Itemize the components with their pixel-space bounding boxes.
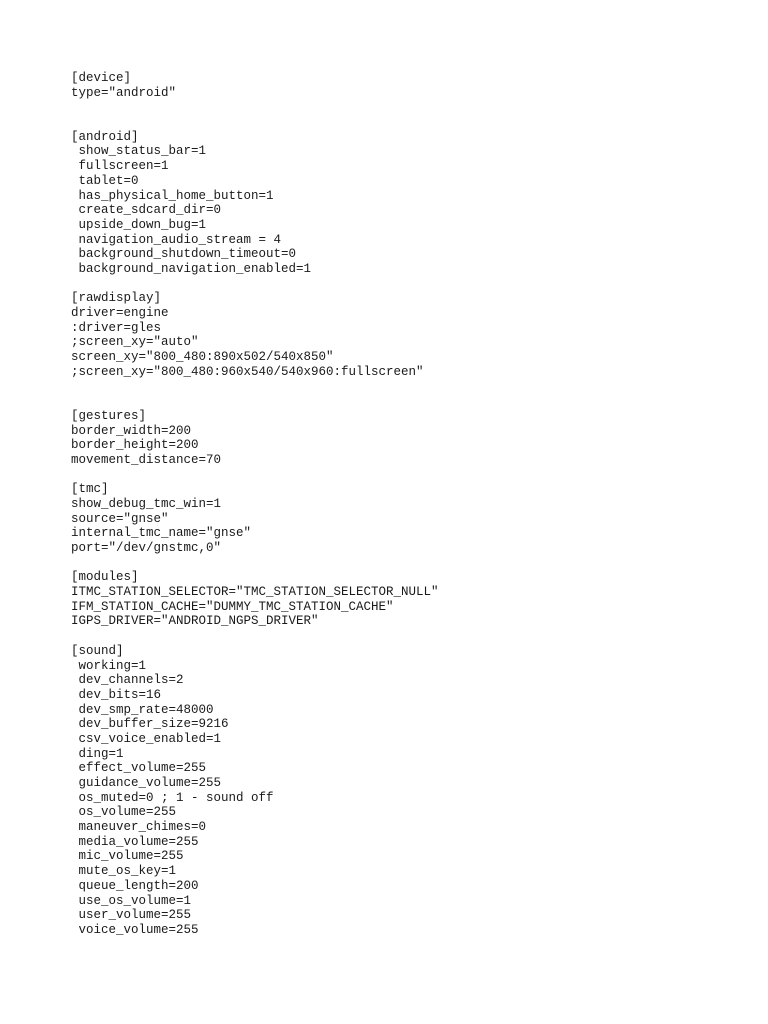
section-header: [device] xyxy=(71,71,132,85)
config-line: voice_volume=255 xyxy=(71,922,199,937)
config-line: driver=engine xyxy=(71,306,169,320)
config-line: show_debug_tmc_win=1 xyxy=(71,496,222,511)
blank-line xyxy=(71,468,751,483)
config-line: effect_volume=255 xyxy=(71,761,207,776)
config-line: IGPS_DRIVER="ANDROID_NGPS_DRIVER" xyxy=(71,614,319,629)
config-line: screen_xy="800_480:890x502/540x850" xyxy=(71,350,334,365)
config-line: background_shutdown_timeout=0 xyxy=(71,247,297,262)
config-line: tablet=0 xyxy=(71,173,139,188)
section-header: [gestures] xyxy=(71,408,147,423)
blank-line xyxy=(71,115,751,130)
section-header: [modules] xyxy=(71,570,139,585)
config-line: ITMC_STATION_SELECTOR="TMC_STATION_SELECTOR_NULL" xyxy=(71,585,439,600)
config-line: navigation_audio_stream = 4 xyxy=(71,232,282,247)
config-line: user_volume=255 xyxy=(71,908,192,923)
commented-line: ;screen_xy="auto" xyxy=(71,335,199,350)
blank-line xyxy=(71,277,751,292)
config-line: create_sdcard_dir=0 xyxy=(71,203,222,218)
blank-line xyxy=(71,556,751,571)
config-line: mic_volume=255 xyxy=(71,849,184,864)
config-line: :driver=gles xyxy=(71,320,162,335)
section-header: [android] xyxy=(71,129,139,144)
config-line: has_physical_home_button=1 xyxy=(71,188,274,203)
config-line: queue_length=200 xyxy=(71,878,199,893)
config-line: csv_voice_enabled=1 xyxy=(71,731,222,746)
config-line: os_volume=255 xyxy=(71,805,177,820)
section-header: [rawdisplay] xyxy=(71,291,162,306)
config-line: mute_os_key=1 xyxy=(71,864,177,879)
config-line: ding=1 xyxy=(71,746,124,761)
config-line: border_height=200 xyxy=(71,438,199,453)
config-line: fullscreen=1 xyxy=(71,159,169,174)
section-header: [tmc] xyxy=(71,482,109,497)
config-line: background_navigation_enabled=1 xyxy=(71,261,312,276)
config-line: maneuver_chimes=0 xyxy=(71,820,207,835)
config-line: upside_down_bug=1 xyxy=(71,217,207,232)
config-line: media_volume=255 xyxy=(71,834,199,849)
blank-line xyxy=(71,379,751,394)
config-line: type="android" xyxy=(71,85,177,100)
config-line: guidance_volume=255 xyxy=(71,776,222,790)
blank-line xyxy=(71,394,751,409)
config-line: internal_tmc_name="gnse" xyxy=(71,526,252,541)
commented-line: ;screen_xy="800_480:960x540/540x960:fullscreen" xyxy=(71,364,424,379)
config-line: dev_bits=16 xyxy=(71,687,162,702)
config-line: IFM_STATION_CACHE="DUMMY_TMC_STATION_CACHE" xyxy=(71,599,394,614)
config-document xyxy=(71,71,751,938)
config-line: show_status_bar=1 xyxy=(71,144,207,159)
config-line: dev_smp_rate=48000 xyxy=(71,702,214,717)
config-line: dev_buffer_size=9216 xyxy=(71,717,229,732)
config-line: port="/dev/gnstmc,0" xyxy=(71,541,222,555)
blank-line xyxy=(71,629,751,644)
config-line: os_muted=0 ; 1 - sound off xyxy=(71,790,274,805)
section-header: [sound] xyxy=(71,643,124,658)
blank-line xyxy=(71,100,751,115)
config-line: use_os_volume=1 xyxy=(71,893,192,908)
config-line: border_width=200 xyxy=(71,423,192,438)
config-line: movement_distance=70 xyxy=(71,452,222,467)
config-line: dev_channels=2 xyxy=(71,673,184,688)
config-line: working=1 xyxy=(71,658,147,673)
config-line: source="gnse" xyxy=(71,511,169,526)
